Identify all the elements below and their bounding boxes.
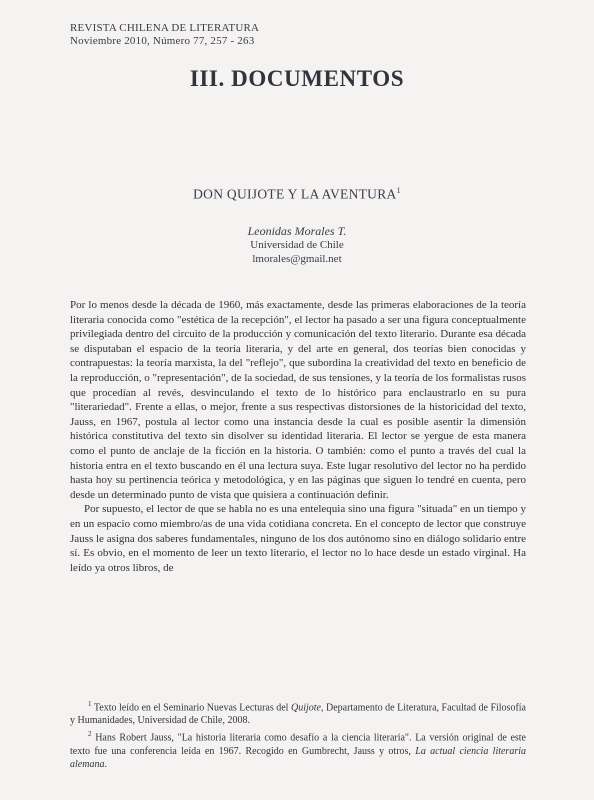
footnote-1 <box>70 698 526 727</box>
author-block <box>0 224 594 266</box>
footnotes <box>70 698 526 772</box>
running-head <box>70 22 259 48</box>
issue-info: Noviembre 2010, Número 77, 257 - 263 <box>70 35 255 47</box>
article-title <box>0 186 594 203</box>
section-title: III. DOCUMENTOS <box>189 66 405 91</box>
title-footnote-mark: 1 <box>396 186 401 195</box>
footnote-2-italic: La actual ciencia literaria alemana <box>70 745 526 770</box>
footnote-1-mark: 1 <box>88 700 92 708</box>
author-name: Leonidas Morales T. <box>247 224 347 238</box>
footnote-2-mark: 2 <box>88 730 92 739</box>
author-affiliation: Universidad de Chile <box>250 239 344 251</box>
article-body <box>70 298 526 575</box>
article-title-text: DON QUIJOTE Y LA AVENTURA <box>193 186 397 202</box>
footnote-1-tail: , Departamento de Literatura, Facultad de Filosofía y Humanidades, Universidad de Chile, 2008. <box>70 702 526 727</box>
journal-name: REVISTA CHILENA DE LITERATURA <box>70 22 260 34</box>
footnote-2 <box>70 728 526 770</box>
footnote-2-text: Hans Robert Jauss, "La historia literaria como desafío a la ciencia literaria". La versión original de este texto fue una conferencia leída en 1967. Recogido en Gumbrecht, Jauss y otros, <box>70 732 526 757</box>
footnote-1-italic: Quijote <box>290 702 321 714</box>
footnote-2-tail: . <box>104 758 107 770</box>
body-paragraph-1: Por lo menos desde la década de 1960, más exactamente, desde las primeras elaboraciones de la teoría literaria conocida como "estética de la recepción", el lector ha pasado a ser una figura conceptualmente privilegiada dentro del circuito de la producción y comunicación del texto literario. Durante esa década se disputaban el espacio de la teoría literaria, y del arte en general, dos teorías bien conocidas y contrapuestas: la teoría marxista, la del "reflejo", que subordina la creatividad del texto en beneficio de la reproducción, o "representación", de la sociedad, de sus tensiones, y la teoría de los formalistas rusos que procedían al revés, desvinculando el texto de lo histórico para enclaustrarlo en su pura "literariedad". Frente a ellas, o mejor, frente a sus respectivas distorsiones de la historicidad del texto, Jauss, en 1967, postula al lector como una instancia desde la cual es posible asentir la dimensión histórica constitutiva del texto sin disolver su identidad literaria. El lector se yergue de esta manera como el punto de anclaje de la ficción en la historia. O también: como el punto a través del cual la historia entra en el texto buscando en él una lectura suya. Este lugar resolutivo del lector no ha perdido hasta hoy su pertinencia teórica y metodológica, y en las páginas que siguen lo tendré en cuenta, pero desde un determinado punto de vista que quisiera a continuación definir. <box>70 299 526 501</box>
footnote-1-text: Texto leído en el Seminario Nuevas Lecturas del <box>93 702 291 714</box>
body-paragraph-2: Por supuesto, el lector de que se habla no es una entelequia sino una figura "situada" en un tiempo y en un espacio como miembro/as de una vida cotidiana concreta. En el concepto de lector que construye Jauss le asigna dos saberes fundamentales, ninguno de los dos autónomo sino en diálogo solidario entre sí. Es obvio, en el momento de leer un texto literario, el lector no lo hace desde un estado virginal. Ha leído ya otros libros, de <box>70 503 526 574</box>
author-email: lmorales@gmail.net <box>252 253 342 265</box>
